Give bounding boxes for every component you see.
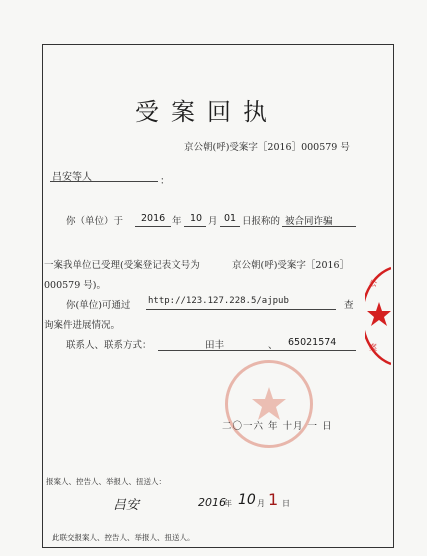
contact-underline (158, 350, 356, 351)
query-url: http://123.127.228.5/ajpub (148, 296, 289, 306)
sign-day-unit: 日 (282, 499, 290, 508)
official-seal (225, 360, 313, 448)
url-underline (146, 309, 336, 310)
query-prefix: 你(单位)可通过 (66, 300, 131, 311)
recipient-colon: ： (160, 176, 170, 187)
report-year: 2016 (141, 213, 166, 224)
sign-day: 1 (268, 490, 279, 509)
year-underline (135, 226, 171, 227)
month-unit: 月 (208, 216, 218, 227)
report-day: 01 (224, 213, 237, 224)
side-seal (365, 258, 391, 374)
contact-separator: 、 (268, 340, 278, 351)
issue-date: 二〇一六 年 十月 一 日 (222, 421, 333, 432)
sign-month-unit: 月 (257, 499, 265, 508)
recipient-underline (50, 181, 158, 182)
sign-year: 2016 (198, 496, 226, 509)
doc-title: 受案回执 (135, 98, 279, 126)
case-name-underline (282, 226, 356, 227)
accepted-case-no-end: 000579 号)。 (44, 280, 106, 291)
svg-text:案: 案 (369, 343, 377, 352)
report-rest: 日报称的 (242, 216, 281, 227)
footer-note: 此联交报案人、控告人、举报人、扭送人。 (52, 533, 195, 542)
seal-icon (228, 363, 310, 445)
bottom-label: 报案人、控告人、举报人、扭送人： (46, 477, 166, 486)
accepted-text: 一案我单位已受理(受案登记表文号为 (44, 260, 200, 271)
case-name: 被合同诈骗 (285, 216, 333, 227)
accepted-case-no: 京公朝(呼)受案字［2016］ (232, 260, 350, 271)
contact-name: 田丰 (205, 340, 225, 351)
query-line2: 询案件进展情况。 (44, 320, 121, 331)
day-underline (220, 226, 240, 227)
query-suffix: 查 (344, 300, 354, 311)
contact-label: 联系人、联系方式： (66, 340, 152, 351)
report-prefix: 你（单位）于 (66, 216, 124, 227)
year-unit: 年 (172, 216, 182, 227)
recipient-name: 吕安等人 (52, 172, 92, 183)
sign-year-unit: 年 (224, 499, 232, 508)
star-icon (365, 258, 391, 374)
signature: 吕安 (113, 498, 140, 513)
sign-month: 10 (238, 492, 256, 508)
contact-phone: 65021574 (288, 337, 337, 348)
svg-text:公: 公 (369, 279, 377, 288)
month-underline (184, 226, 206, 227)
case-number: 京公朝(呼)受案字［2016］000579 号 (184, 142, 350, 153)
report-month: 10 (190, 213, 203, 224)
